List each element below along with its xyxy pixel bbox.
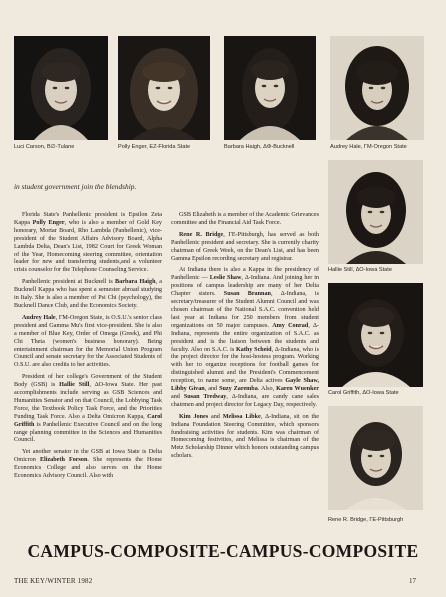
intro-line: in student government join the blendship. — [14, 182, 137, 191]
member-name: Audrey Hale — [22, 314, 56, 321]
member-name: Karen Wuenker — [276, 386, 319, 393]
article-paragraph: Florida State's Panhellenic president is Epsilon Zeta Kappa Polly Enger, who is also a member of Gold Key honorary, Mortar Board, Rho Lambda (Panhellenic), vice-president of the Student Affairs Advisory Board, Alpha Lambda Delta, Dean's List, 1982 Court for Greek Woman of the Year, Homecoming steering committee, orientation leader for new and transferring students,and a volunteer crisis counselor for the Telephone Counseling Service. — [14, 212, 163, 274]
article-paragraph: Yet another senator in the GSB at Iowa State is Delta Omicron Elizabeth Forson. She represents the Home Economics College and also serves on the Home Economics Advisory Council. Also with — [14, 449, 162, 480]
member-name: Susan Tredway — [183, 393, 227, 400]
article-paragraph: At Indiana there is also a Kappa in the presidency of Panhellenic — Leslie Shaw, Δ-Indiana. And joining her in positions of campus leadership are many of her Delta Chapter sisters. Susan Brannan, Δ-Indiana, is secretary/treasurer of the Student Alumni Council and was chosen chairman of the National S.A.C. convention held last year at Indiana for 250 members from student organizations on 50 major campuses. Amy Conrad, Δ-Indiana, represents the entire organization of S.A.C. as president and is the liaison between the students and faculty. Also on S.A.C. is Kathy Scheid, Δ-Indiana, who is the project director for the host-hostess program. Working with her to organize receptions for football games for distinguished alumni and the President's Commencement reception, to name some, are Delta actives Gayle Shaw, Libby Givan, and Suzy Zaremba. Also, Karen Wuenker and Susan Tredway, Δ-Indiana, are candy cane sales chairmen and project director for Legacy Day, respectively. — [171, 267, 319, 408]
member-name: Leslie Shaw — [209, 275, 242, 282]
member-name: Carol Griffith — [14, 413, 162, 428]
portrait-photo-enger — [118, 36, 210, 140]
member-name: Barbara Haigh — [115, 279, 156, 286]
photo-caption: Luci Carson, B∅-Tulane — [14, 144, 75, 150]
member-name: Suzy Zaremba — [219, 386, 258, 393]
photo-caption: Barbara Haigh, ΔΦ-Bucknell — [224, 144, 295, 150]
portrait-photo-bridge — [328, 406, 423, 510]
member-name: Polly Enger — [32, 219, 65, 226]
member-name: Kathy Scheid — [236, 346, 272, 353]
portrait-photo-haigh — [224, 36, 316, 140]
photo-caption: Carol Griffith, ΔΟ-Iowa State — [328, 390, 399, 396]
photo-caption: Hallie Still, ΔΟ-Iowa State — [328, 267, 392, 273]
member-name: Melissa Libke — [222, 413, 261, 420]
article-paragraph: Panhellenic president at Bucknell is Barbara Haigh, a Bucknell Kappa who has spent a semester abroad studying in Italy. She is also a member of Psi Chi (psychology), the Bucknell Dance Club, and the Economics Society. — [14, 279, 162, 309]
member-name: Hallie Still — [59, 382, 90, 389]
page-number: 17 — [409, 577, 416, 585]
photo-caption: Rene R. Bridge, ΓE-Pittsburgh — [328, 517, 404, 523]
section-banner: CAMPUS-COMPOSITE-CAMPUS-COMPOSITE — [27, 541, 419, 561]
member-name: Rene R. Bridge — [179, 231, 224, 238]
article-paragraph: GSB Elizabeth is a member of the Academic Grievances committee and the Financial Aid Task Force. — [171, 212, 319, 226]
member-name: Elizabeth Forson — [39, 457, 88, 464]
photo-caption: Polly Enger, EΖ-Florida State — [118, 144, 191, 150]
member-name: Kim Jones — [179, 413, 209, 420]
footer-publication: THE KEY/WINTER 1982 — [14, 577, 93, 585]
article-paragraph: Rene R. Bridge, ΓE-Pittsburgh, has served as both Panhellenic president and secretary. She is currently charity chairman of Greek Week, on the Dean's List, and has been Gamma Epsilon recording secretary and registrar. — [171, 231, 319, 262]
member-name: Gayle Shaw, Libby Givan — [171, 378, 319, 393]
member-name: Susan Brannan — [223, 291, 271, 298]
article-paragraph: President of her college's Government of the Student Body (GSB) is Hallie Still, ΔΟ-Iowa State. Her past accomplishments include serving as GSB Sciences and Humanities Senator and on that Council, the Lobbying Task Force, the Textbook Policy Task Force, and the Priorities Funding Task Force. Also a Delta Omicron Kappa, Carol Griffith is Panhellenic Executive Council and on the long range planning committee in the Sciences and Humanities Council. — [14, 374, 162, 444]
portrait-photo-griffith — [328, 283, 423, 387]
portrait-photo-still — [328, 160, 423, 264]
article-column-right — [171, 212, 319, 465]
article-paragraph: Kim Jones and Melissa Libke, Δ-Indiana, sit on the Indiana Foundation Steering Committee, which sponsors fundraising activities for students. Kim was chairman of Homecoming festivities, and Melissa is chairman of the Metz Scholarship Dinner which honors outstanding campus scholars. — [171, 413, 319, 460]
portrait-photo-hale — [330, 36, 424, 140]
photo-caption: Audrey Hale, ΓM-Oregon State — [330, 144, 407, 150]
portrait-photo-carson — [14, 36, 108, 140]
article-paragraph: Audrey Hale, ΓM-Oregon State, is O.S.U.'s senior class president and Gamma Mu's first vice-president. She is also a member of Blue Key, Order of Omega (Greek), and Phi Chi Theta (women's business honorary). Being entertainment chairman for the Memorial Union Program Council and senate secretary for the Associated Students of O.S.U. are also credits to her activities. — [14, 314, 162, 369]
member-name: Amy Conrad — [272, 322, 309, 329]
article-column-left — [14, 212, 162, 485]
